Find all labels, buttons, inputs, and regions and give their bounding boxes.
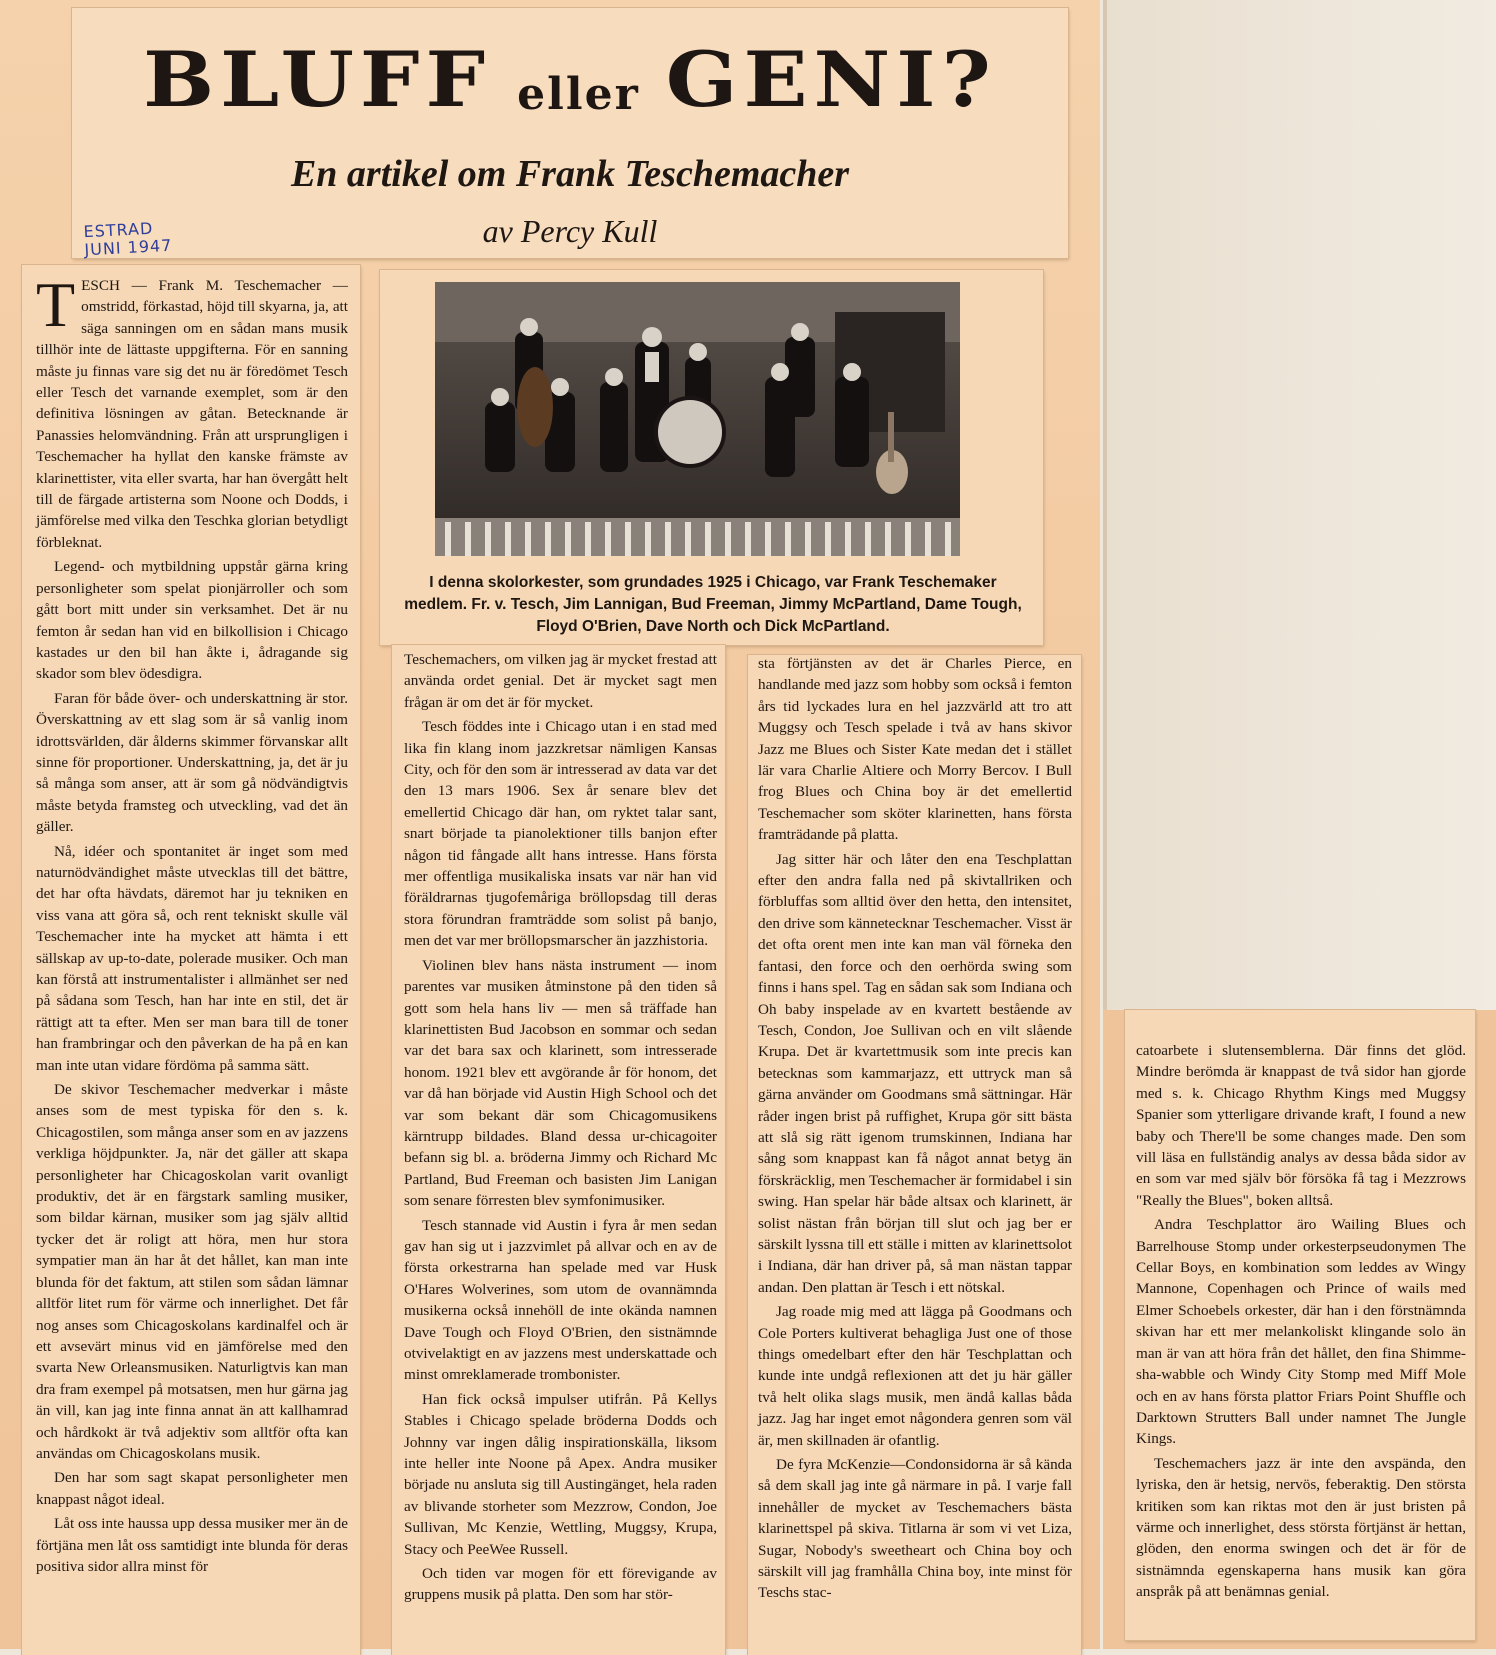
headline — [72, 30, 1068, 129]
paragraph: Violinen blev hans nästa instrument — inom parentes var musiken åtminstone på den tiden så gott som hela hans liv — men så träffade han klarinettisten Bud Jacobson en sommar och sedan var det bara sax och klarinett, som intresserade honom. 1921 blev ett avgörande år för honom, det var då han började vid Austin High School och det var som bekant där som Chicagomusikens kärntrupp bildades. Bland dessa ur-chicagoiter befann sig bl. a. bröderna Jimmy och Richard Mc Partland, Bud Freeman och basisten Jim Lanigan som senare förresten blev symfonimusiker. — [404, 956, 717, 1210]
band-photo-image — [435, 282, 960, 556]
paragraph: Låt oss inte haussa upp dessa musiker mer än de förtjäna men låt oss samtidigt inte blunda för deras positiva sidor allra minst för — [36, 1515, 348, 1575]
band-photo — [435, 282, 960, 556]
column3 — [758, 653, 1072, 1607]
headline-clipping — [72, 8, 1068, 258]
paragraph: Den har som sagt skapat personligheter men knappast något ideal. — [36, 1469, 348, 1508]
paragraph: Nå, idéer och spontanitet är inget som med naturnödvändighet måste utvecklas till det bättre, det har ofta hävdats, däremot har ju tekniken en viss vana att göra så, och rent tekniskt skulle väl Teschemacher inte ha mycket att hämta i ett sällskap av up-to-date, polerade musiker. Och man kan förstå att instrumentalister i allmänhet ser ned på sådana som Tesch, han har inte en stil, det är rättigt att ta efter. Men ser man bara till de toner han frambringar och den påverkan de ha på en kan man inte utan vidare fördöma på samma sätt. — [36, 842, 348, 1074]
paragraph: Tesch stannade vid Austin i fyra år men sedan gav han sig ut i jazzvimlet på allvar och en av de första orkestrarna han spelade med var Husk O'Hares Wolverines, som utom de ovannämnda musikerna också innehöll de inte okända namnen Dave Tough och Floyd O'Brien, den sistnämnde otvivelaktigt en av jazzens mest underskattade och minst omreklamerade trombonister. — [404, 1216, 717, 1384]
headline-word-geni: GENI? — [665, 34, 997, 125]
paragraph: Teschemachers, om vilken jag är mycket frestad att använda ordet genial. Det är mycket sagt men frågan är om det är för mycket. — [404, 651, 717, 711]
byline: av Percy Kull — [482, 213, 658, 249]
paragraph: Och tiden var mogen för ett förevigande av gruppens musik på platta. Den som har stör- — [404, 1565, 717, 1604]
column4 — [1136, 1040, 1466, 1606]
photo-caption: I denna skolorkester, som grundades 1925 i Chicago, var Frank Teschemaker medlem. Fr. v. Tesch, Jim Lannigan, Bud Freeman, Jimmy McPartland, Dame Tough, Floyd O'Brien, Dave North och Dick McPartland. — [404, 574, 1022, 635]
stamp-line-2: JUNI 1947 — [84, 235, 173, 260]
paragraph: catoarbete i slutensemblerna. Där finns det glöd. Mindre berömda är knappast de två sidor han gjorde med s. k. Chicago Rhythm Kings med Muggsy Spanier som ytterligare drivande kraft, I found a new baby och There'll be some changes made. Den som vill läsa en fullständig analys av dessa båda sidor av en som var med själv bör försöka få tag i Mezzrows "Really the Blues", boken alltså. — [1136, 1042, 1466, 1209]
paragraph: TESCH — Frank M. Teschemacher — omstridd, förkastad, höjd till skyarna, ja, att säga sanningen om en sådan mans musik tillhör inte de lättaste uppgifterna. För en sanning måste ju finnas vare sig det nu är föredömet Tesch eller Tesch det varnande exemplet, som är den definitiva lösningen av gåtan. Betecknande är Panassies helomvändning. Från att ursprungligen i Teschemacher ha hyllat den kanske främste av klarinettister, vita eller svarta, har han övergått helt till de färgade artisterna som Noone och Dodds, i jämförelse med vilka den Teschka glorian betydligt förbleknat. — [36, 269, 348, 551]
paragraph: Tesch föddes inte i Chicago utan i en stad med lika fin klang inom jazzkretsar nämligen Kansas City, och för den som är intresserad av data var det den 13 mars 1906. Sex år senare blev det emellertid Chicago där han, om ryktet talar sant, snart började ta pianolektioner tills banjon efter någon tid fångade allt hans intresse. Hans första mer offentliga musikaliska insats var när han vid föräldrarnas tjugofemåriga bröllopsdag till deras stora förundran framträdde som solist på banjo, men det var mer bröllopsmarscher än jazzhistoria. — [404, 718, 717, 950]
paragraph: De fyra McKenzie—Condonsidorna är så kända så dem skall jag inte gå närmare in på. I varje fall innehåller de mycket av Teschemachers bästa klarinettspel på skiva. Titlarna är som vi vet Liza, Sugar, Nobody's sweetheart och China boy och särskilt vill jag framhålla China boy, inte minst för Teschs stac- — [758, 1456, 1072, 1602]
drop-cap: T — [36, 269, 76, 340]
paragraph: Andra Teschplattor äro Wailing Blues och Barrelhouse Stomp under orkesterpseudonymen The Cellar Boys, en kombination som leddes av Wingy Mannone, Copenhagen och Prince of wails med Elmer Schoebels orkester, där han i den förstnämnda skivan har ett mer melankoliskt klingande solo än man är van att höra från det hållet, den fina Shimme-sha-wabble och Windy City Stomp med Miff Mole och en av hans första plattor Friars Point Shuffle och Darktown Strutters Ball under namnet The Jungle Kings. — [1136, 1216, 1466, 1448]
paragraph: Teschemachers jazz är inte den avspända, den lyriska, den är hetsig, nervös, feberaktig. Den största kritiken som kan riktas mot den är just bristen på värme och innerlighet, dess största förtjänst är hettan, glöden, den enorma swingen och det är för de sistnämnda egenskaperna hans musik kan göra anspråk på att benämnas genial. — [1136, 1454, 1466, 1601]
page-seam — [1103, 0, 1107, 1010]
paragraph: Legend- och mytbildning uppstår gärna kring personligheter som spelat pionjärroller och som gått bort mitt under sin verksamhet. Det är nu femton år sedan han vid en bilkollision i Chicago kastades ur den bil han åkte i, ådragande sig skador som blev ödesdigra. — [36, 558, 348, 683]
paragraph: sta förtjänsten av det är Charles Pierce, en handlande med jazz som hobby som också i femton års tid lyckades lura en hel jazzvärld att tro att Muggsy och Tesch spelade i två av hans skivor Jazz me Blues och Sister Kate medan det i stället lär vara Charlie Altiere och Morry Bercov. I Bull frog Blues och China boy är det emellertid Teschemacher som sköter klarinetten, hans första framträdande på platta. — [758, 655, 1072, 844]
headline-word-bluff: BLUFF — [143, 34, 492, 125]
paragraph: De skivor Teschemacher medverkar i måste anses som de mest typiska för den s. k. Chicagostilen, som många anser som en av jazzens verkliga höjdpunkter. Ja, när det gäller att skapa personligheter har Chicagoskolan varit ovanligt produktiv, det är en färgstark samling musiker, som bildar kärnan, musiker som jag själv alltid tycker det är roligt att höra, men hur stora sympatier man än har åt det hållet, kan man inte blunda för det faktum, att stilen som sådan lämnar alltför litet rum för värme och innerlighet. Det får nog anses som Chicagoskolans kardinalfel och är ett avsevärt minus vid en jämförelse med den svarta New Orleansmusiken. Naturligtvis kan man dra fram exempel på motsatsen, men hur gärna jag än vill, kan jag inte finna annat än att kallhamrad och hårdkokt är två adjektiv som alltför ofta kan användas om Chicagoskolans musik. — [36, 1081, 348, 1462]
paragraph: Han fick också impulser utifrån. På Kellys Stables i Chicago spelade bröderna Dodds och Johnny var ingen dålig inspirationskälla, liksom inte heller inte Noone på Apex. Andra musiker började nu ansluta sig till Austingänget, hela raden av blivande storheter som Mezzrow, Condon, Joe Sullivan, Mc Kenzie, Wettling, Muggsy, Krupa, Stacy och PeeWee Russell. — [404, 1390, 717, 1558]
stamp-line-1: ESTRAD — [83, 218, 154, 242]
column2 — [404, 649, 717, 1609]
paragraph: Jag sitter här och låter den ena Teschplattan efter den andra falla ned på skivtallriken och förbluffas som alltid över den hetta, den intensitet, den drive som kännetecknar Teschemacher. Visst är det ofta orent men inte kan man väl förneka den fantasi, den force och den oerhörda swing som finns i hans spel. Tag en sådan sak som Indiana och Oh baby inspelade av en kvartett bestående av Tesch, Condon, Joe Sullivan och en vilt slående Krupa. Det är kvartettmusik som inte precis kan betecknas som kammarjazz, ett uttryck man så gärna använder om Goodmans små sättningar. Här råder ingen brist på ruffighet, Krupa gör sitt bästa att slå sig rätt igenom trumskinnen, Indiana har sång som knappast kan få något annat betyg än förskräcklig, men Teschemacher är formidabel i sin swing. Han spelar här både altsax och klarinett, är solist nästan från början till slut och jag ber er särskilt lyssna till ett ställe i mitten av klarinettsolot i Indiana, där han driver på, så man nästan tappar andan. Den plattan är Tesch i ett nötskal. — [758, 850, 1072, 1296]
handwritten-source-note — [83, 219, 173, 260]
photo-clipping — [380, 270, 1043, 645]
paragraph: Jag roade mig med att lägga på Goodmans och Cole Porters kultiverat behagliga Just one of those things omedelbart efter den här Teschplattan och kunde inte undgå reflexionen att det ju här gäller två helt olika slags musik, men ändå kallas båda jazz. Jag har inget emot någondera genren som väl är, men skillnaden är ofantlig. — [758, 1303, 1072, 1449]
column1 — [36, 269, 348, 1580]
headline-word-eller: eller — [517, 69, 640, 120]
article-subtitle: En artikel om Frank Teschemacher — [290, 153, 850, 195]
paragraph: Faran för både över- och underskattning är stor. Överskattning av ett slag som är så vanlig inom idrottsvärlden, där ålderns skimmer förvanskar allt sinne för proportioner. Underskattning, ja, det är ju så många som anser, att är som gå nödvändigtvis måste betyda framsteg och utveckling, vad det än gäller. — [36, 689, 348, 836]
